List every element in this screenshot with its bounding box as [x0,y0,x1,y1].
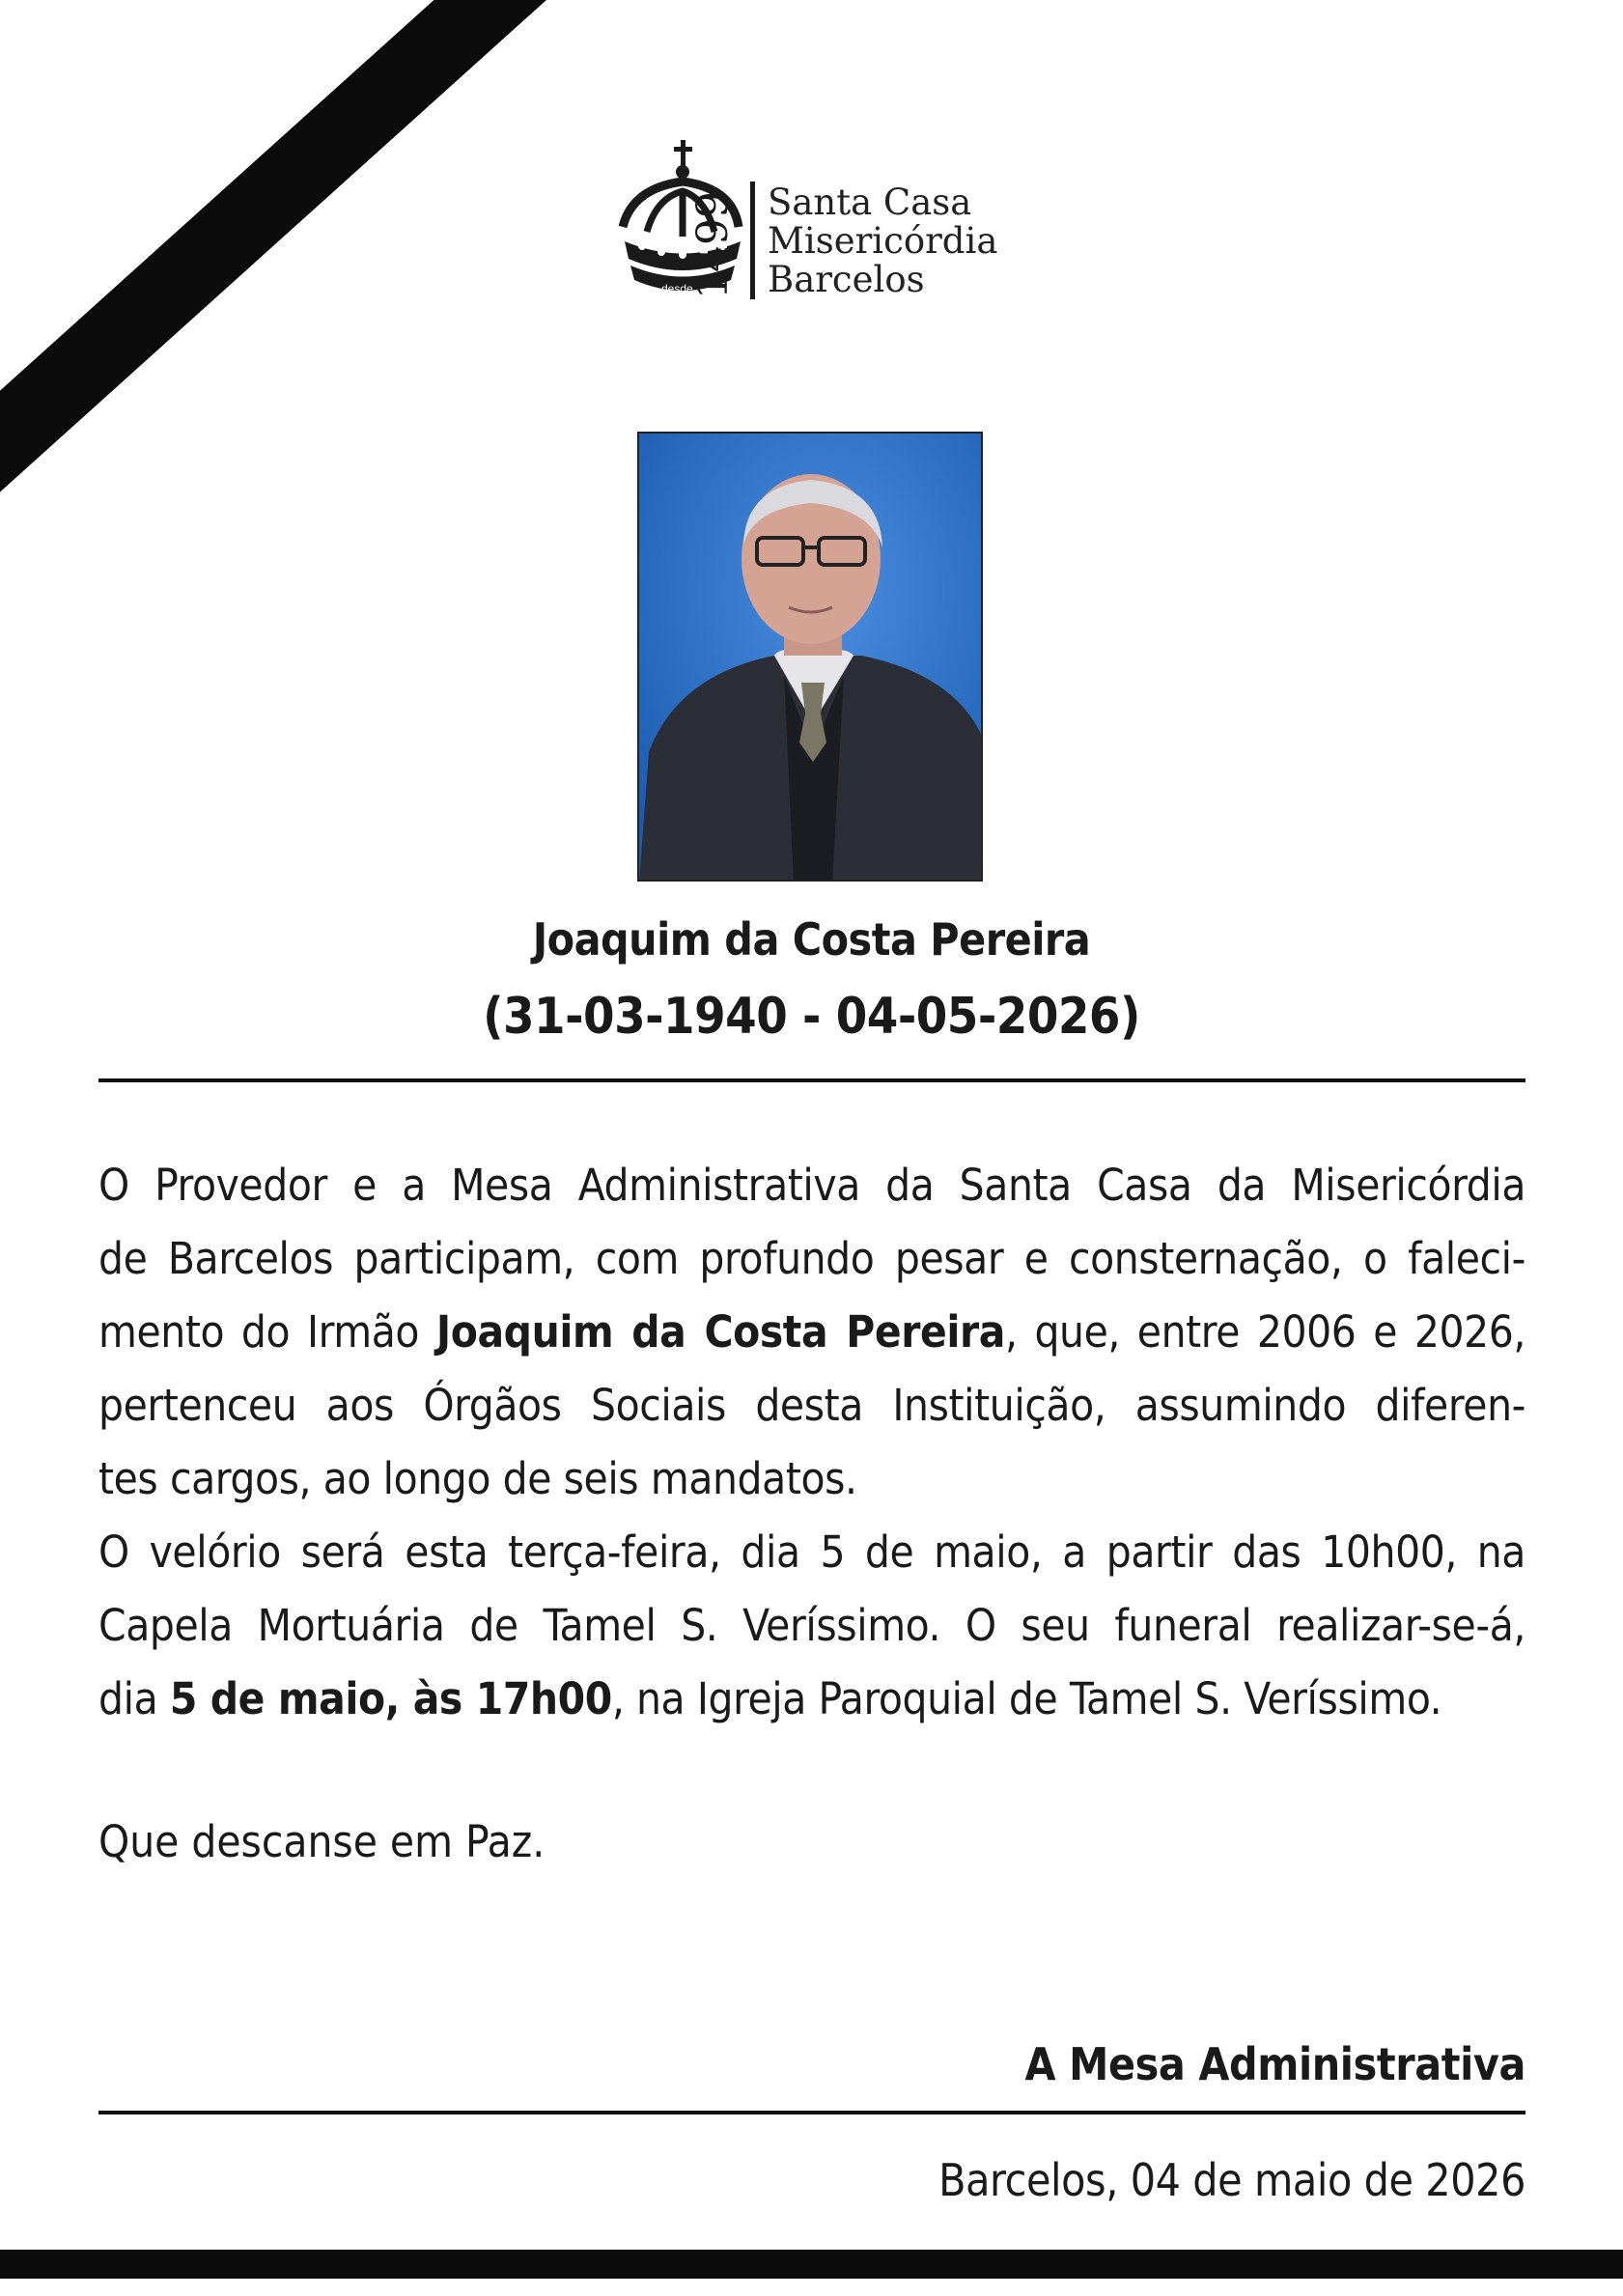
place-date: Barcelos, 04 de maio de 2026 [938,2154,1525,2206]
bottom-bar [0,2250,1623,2279]
deceased-name: Joaquim da Costa Pereira [532,913,1091,966]
announcement-line-7: Capela Mortuária de Tamel S. Veríssimo. O seu funeral realizar-se-á, [98,1600,1525,1651]
announcement-text [98,1149,1525,1736]
logo-name-line-3: Barcelos [768,259,925,300]
logo-year: 1499 [688,191,738,299]
announcement-line-8-post: , na Igreja Paroquial de Tamel S. Veríssimo. [611,1673,1442,1724]
deceased-dates: (31-03-1940 - 04-05-2026) [483,988,1140,1046]
announcement-line-5: tes cargos, ao longo de seis mandatos. [98,1453,857,1504]
farewell-text: Que descanse em Paz. [98,1816,546,1867]
signature: A Mesa Administrativa [1024,2038,1525,2090]
funeral-date-time: 5 de maio, às 17h00 [169,1673,612,1724]
announcement-line-1: O Provedor e a Mesa Administrativa da Santa Casa da Misericórdia [98,1160,1525,1211]
announcement-line-3-pre: mento do Irmão [98,1306,436,1358]
announcement-line-6: O velório será esta terça-feira, dia 5 de maio, a partir das 10h00, na [98,1526,1525,1578]
santa-casa-logo [603,135,1028,309]
logo-since-label: desde [661,282,693,295]
announcement-line-2: de Barcelos participam, com profundo pesar e consternação, o faleci- [98,1233,1525,1284]
announcement-deceased-name: Joaquim da Costa Pereira [435,1306,1006,1358]
logo-name-line-2: Misericórdia [768,220,998,262]
mourning-ribbon [0,0,580,499]
divider-top [98,1078,1525,1082]
logo-name [768,183,997,299]
announcement-line-8 [98,1663,1525,1736]
divider-bottom [98,2111,1525,2114]
logo-name-line-1: Santa Casa [768,182,972,223]
announcement-line-4: pertenceu aos Órgãos Sociais desta Instituição, assumindo diferen- [98,1380,1525,1431]
announcement-line-3-post: , que, entre 2006 e 2026, [1005,1306,1525,1358]
announcement-line-8-pre: dia [98,1673,170,1724]
crown-icon [603,135,777,309]
announcement-line-3 [98,1296,1525,1369]
portrait-photo [637,432,983,882]
